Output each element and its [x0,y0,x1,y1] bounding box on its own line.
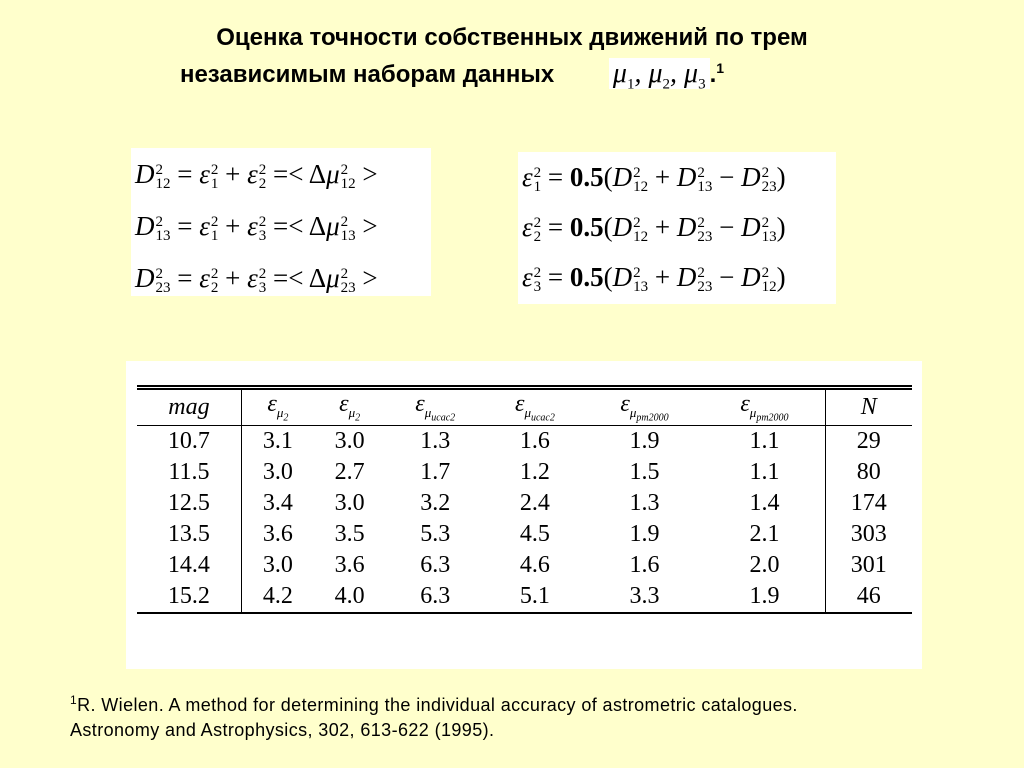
table-cell: 1.6 [629,552,660,578]
formulas-right [518,152,836,304]
table-cell: 5.1 [519,583,550,609]
col-header: $\varepsilon_{\mu_{ucac2}}$ [514,391,555,424]
title-line-2-text: независимым наборам данных [179,61,555,88]
table-cell: 301 [850,552,887,578]
table-cell: 1.9 [629,428,660,454]
col-header-n: N [860,394,877,420]
table-cell: 3.4 [262,490,293,516]
col-header: $\varepsilon_{\mu_{pm2000}}$ [620,391,669,424]
footnote-line-2: Astronomy and Astrophysics, 302, 613-622 (1995). [70,720,495,740]
table-cell: 3.6 [262,521,293,547]
table-cell: 1.4 [704,488,825,519]
table-cell: 6.3 [420,583,451,609]
table-cell: 3.0 [262,459,293,485]
table-cell: 4.2 [262,583,293,609]
table-cell: 1.6 [519,428,550,454]
col-header: $\varepsilon_{\mu_{pm2000}}$ [704,388,825,426]
formula-row: D 2 12 = ε 2 1 + ε 2 2 =< Δμ 2 12 > [135,159,378,192]
table-cell: 14.4 [137,550,241,581]
table-cell: 1.1 [704,426,825,458]
table-cell: 1.9 [629,521,660,547]
table-cell: 2.1 [704,519,825,550]
table-cell: 2.7 [334,459,365,485]
formula-row: D 2 23 = ε 2 2 + ε 2 3 =< Δμ 2 23 > [135,263,378,296]
table-cell: 11.5 [137,457,241,488]
table-cell: 3.0 [262,552,293,578]
formula-row: ε 2 2 = 0.5(D 2 12 + D 2 23 − D 2 13 ) [522,212,786,245]
data-table-panel [126,361,922,669]
formula-row: ε 2 1 = 0.5(D 2 12 + D 2 13 − D 2 23 ) [522,162,786,195]
col-header-mag: mag [137,388,241,426]
mu-formula: $\mu_1$, $\mu_2$, $\mu_3$ [609,58,710,89]
table-cell: 10.7 [137,426,241,458]
table-row [137,426,912,458]
table-cell: 2.0 [704,550,825,581]
table-row [137,488,912,519]
col-header: $\varepsilon_{\mu_2}$ [267,391,289,424]
table-row [137,519,912,550]
table-cell: 15.2 [137,581,241,613]
table-cell: 3.0 [334,428,365,454]
col-header: $\varepsilon_{\mu_2}$ [339,391,361,424]
table-cell: 1.2 [519,459,550,485]
formulas-left [131,148,431,296]
footnote-ref: 1 [716,60,725,76]
table-cell: 3.3 [629,583,660,609]
title-line-1: Оценка точности собственных движений по трем [216,24,808,51]
table-cell: 2.4 [519,490,550,516]
table-cell: 3.0 [334,490,365,516]
table-cell: 1.1 [704,457,825,488]
table-cell: 3.6 [334,552,365,578]
accuracy-table [137,385,912,614]
table-cell: 3.5 [334,521,365,547]
table-row [137,457,912,488]
formula-row: D 2 13 = ε 2 1 + ε 2 3 =< Δμ 2 13 > [135,211,378,244]
footnote [70,688,1010,743]
table-cell: 4.6 [519,552,550,578]
table-cell: 4.5 [519,521,550,547]
col-header: $\varepsilon_{\mu_{ucac2}}$ [415,391,456,424]
table-cell: 1.3 [629,490,660,516]
table-header-row [137,388,912,426]
table-cell: 3.2 [420,490,451,516]
table-cell: 5.3 [420,521,451,547]
table-cell: 29 [856,428,881,454]
title-line-2: независимым наборам данных $\mu_1$, $\mu_2$, $\mu_3$ .$^1$ [179,58,725,93]
table-cell: 1.9 [704,581,825,613]
table-cell: 4.0 [334,583,365,609]
table-cell: 13.5 [137,519,241,550]
table-cell: 1.3 [420,428,451,454]
table-cell: 174 [850,490,887,516]
table-cell: 6.3 [420,552,451,578]
table-row [137,581,912,613]
table-cell: 80 [856,459,881,485]
table-row [137,550,912,581]
table-cell: 1.7 [420,459,451,485]
table-cell: 1.5 [629,459,660,485]
footnote-line-1: $^1$R. Wielen. A method for determining the individual accuracy of astrometric catalogues. [70,693,798,715]
table-cell: 12.5 [137,488,241,519]
slide-title [0,22,1024,101]
table-cell: 303 [850,521,887,547]
table-cell: 46 [856,583,881,609]
formula-row: ε 2 3 = 0.5(D 2 13 + D 2 23 − D 2 12 ) [522,262,786,295]
table-cell: 3.1 [262,428,293,454]
